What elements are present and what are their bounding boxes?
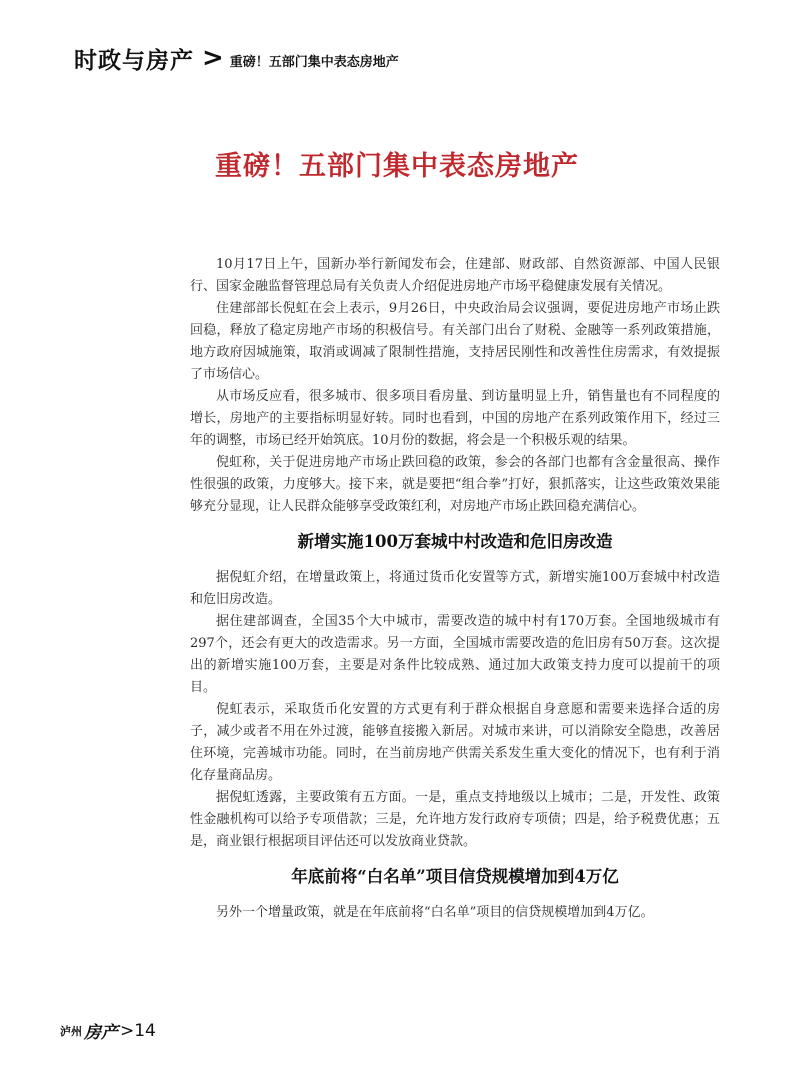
section-title: 时政与房产 bbox=[74, 47, 194, 74]
section-heading: 年底前将“白名单”项目信贷规模增加到4万亿 bbox=[291, 867, 619, 886]
paragraph: 倪虹表示，采取货币化安置的方式更有利于群众根据自身意愿和需要来选择合适的房子，减少或者不用在外过渡，能够直接搬入新居。对城市来讲，可以消除安全隐患，改善居住环境，完善城市功能。同时，在当前房地产供需关系发生重大变化的情况下，也有利于消化存量商品房。 bbox=[190, 702, 720, 783]
paragraph: 从市场反应看，很多城市、很多项目看房量、到访量明显上升，销售量也有不同程度的增长，房地产的主要指标明显好转。同时也看到，中国的房地产在系列政策作用下，经过三年的调整，市场已经开始筑底。10月份的数据，将会是一个积极乐观的结果。 bbox=[190, 389, 720, 448]
article-title: 重磅！五部门集中表态房地产 bbox=[215, 151, 579, 182]
paragraph: 据住建部调查，全国35个大中城市，需要改造的城中村有170万套。全国地级城市有297个，还会有更大的改造需求。另一方面，全国城市需要改造的危旧房有50万套。这次提出的新增实施100万套，主要是对条件比较成熟、通过加大政策支持力度可以提前干的项目。 bbox=[190, 614, 720, 695]
header-topic: 重磅！五部门集中表态房地产 bbox=[229, 54, 399, 70]
footer-brand-logo: 房产 bbox=[84, 1023, 118, 1043]
paragraph: 住建部部长倪虹在会上表示，9月26日，中央政治局会议强调，要促进房地产市场止跌回稳，释放了稳定房地产市场的积极信号。有关部门出台了财税、金融等一系列政策措施，地方政府因城施策，取消或调减了限制性措施，支持居民刚性和改善性住房需求，有效提振了市场信心。 bbox=[190, 301, 720, 382]
page-header bbox=[74, 38, 399, 78]
paragraph: 10月17日上午，国新办举行新闻发布会，住建部、财政部、自然资源部、中国人民银行、国家金融监督管理总局有关负责人介绍促进房地产市场平稳健康发展有关情况。 bbox=[190, 257, 720, 294]
footer-brand-city: 泸州 bbox=[60, 1024, 82, 1038]
paragraph: 倪虹称，关于促进房地产市场止跌回稳的政策，参会的各部门也都有含金量很高、操作性很强的政策，力度够大。接下来，就是要把“组合拳”打好，狠抓落实，让这些政策效果能够充分显现，让人民群众能够享受政策红利，对房地产市场止跌回稳充满信心。 bbox=[190, 455, 720, 514]
article-body bbox=[190, 254, 720, 924]
page-footer bbox=[60, 1018, 156, 1043]
paragraph: 据倪虹介绍，在增量政策上，将通过货币化安置等方式，新增实施100万套城中村改造和危旧房改造。 bbox=[190, 570, 720, 607]
page-number: >14 bbox=[120, 1020, 156, 1041]
chevron-right-icon: > bbox=[202, 43, 224, 73]
section-heading: 新增实施100万套城中村改造和危旧房改造 bbox=[297, 532, 613, 551]
paragraph: 据倪虹透露，主要政策有五方面。一是，重点支持地级以上城市；二是，开发性、政策性金融机构可以给予专项借款；三是，允许地方发行政府专项债；四是，给予税费优惠；五是，商业银行根据项目评估还可以发放商业贷款。 bbox=[190, 790, 720, 849]
paragraph: 另外一个增量政策，就是在年底前将“白名单”项目的信贷规模增加到4万亿。 bbox=[216, 905, 654, 920]
